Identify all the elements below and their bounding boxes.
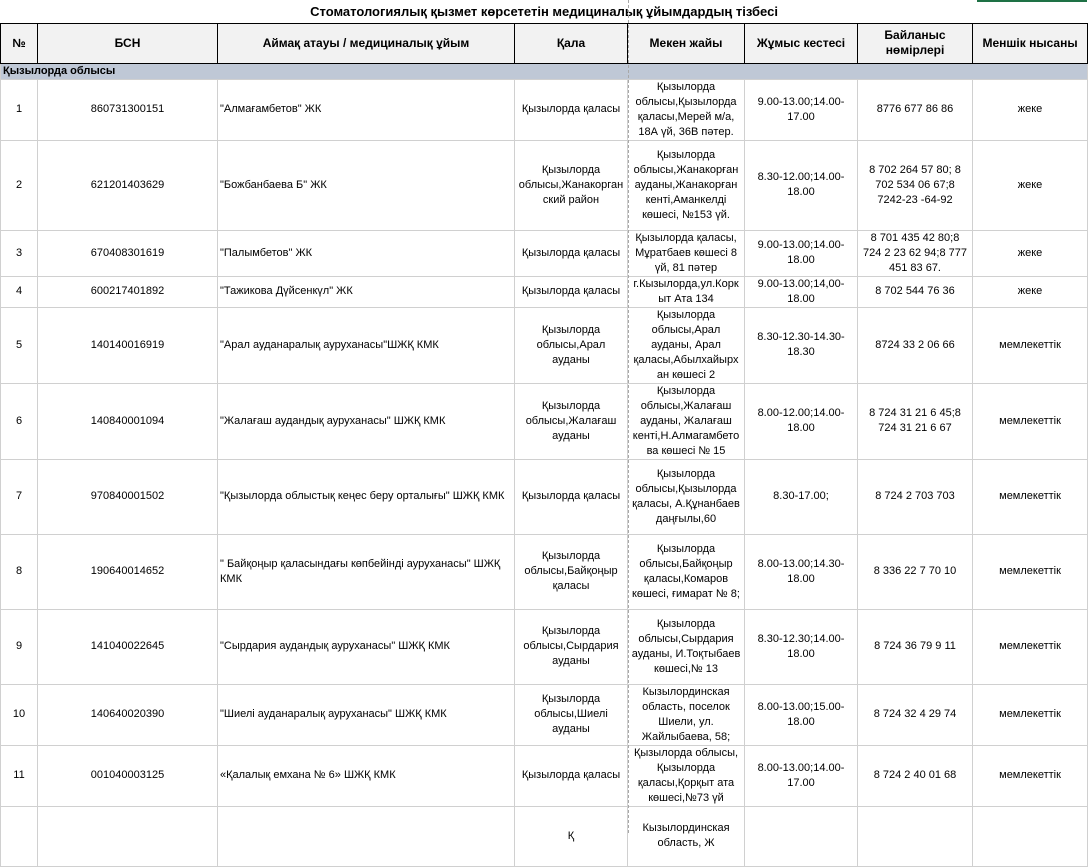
row-phone[interactable]: 8 336 22 7 70 10 — [858, 534, 973, 609]
row-schedule[interactable]: 9.00-13.00;14.00-18.00 — [745, 230, 858, 276]
row-schedule[interactable]: 8.30-12.00;14.00-18.00 — [745, 140, 858, 230]
row-number[interactable]: 9 — [1, 609, 38, 684]
row-ownership[interactable]: мемлекеттік — [973, 745, 1088, 806]
table-row — [1, 684, 1088, 745]
row-number[interactable]: 11 — [1, 745, 38, 806]
row-number[interactable]: 6 — [1, 383, 38, 459]
row-address[interactable]: Қызылорда облысы,Байқоңыр қаласы,Комаров көшесі, ғимарат № 8; — [628, 534, 745, 609]
row-address[interactable]: Қызылорда облысы,Жалағаш ауданы, Жалағаш кенті,Н.Алмагамбето ва көшесі № 15 — [628, 383, 745, 459]
table-row — [1, 459, 1088, 534]
row-phone[interactable]: 8 724 31 21 6 45;8 724 31 21 6 67 — [858, 383, 973, 459]
row-bin[interactable]: 970840001502 — [38, 459, 218, 534]
row-number[interactable]: 7 — [1, 459, 38, 534]
row-bin[interactable]: 860731300151 — [38, 79, 218, 140]
row-number[interactable]: 10 — [1, 684, 38, 745]
row-ownership[interactable]: жеке — [973, 230, 1088, 276]
row-city[interactable]: Қызылорда облысы,Шиелі ауданы — [515, 684, 628, 745]
table-row — [1, 534, 1088, 609]
row-ownership[interactable] — [973, 806, 1088, 866]
row-bin[interactable]: 141040022645 — [38, 609, 218, 684]
row-ownership[interactable]: мемлекеттік — [973, 459, 1088, 534]
header-ownership[interactable]: Меншік нысаны — [973, 23, 1088, 63]
header-organization[interactable]: Аймақ атауы / медициналық ұйым — [218, 23, 515, 63]
row-bin[interactable]: 140840001094 — [38, 383, 218, 459]
row-bin[interactable]: 140640020390 — [38, 684, 218, 745]
row-bin[interactable]: 190640014652 — [38, 534, 218, 609]
row-number[interactable]: 3 — [1, 230, 38, 276]
header-address[interactable]: Мекен жайы — [628, 23, 745, 63]
table-row — [1, 745, 1088, 806]
row-phone[interactable]: 8 724 2 703 703 — [858, 459, 973, 534]
table-row — [1, 609, 1088, 684]
header-schedule[interactable]: Жұмыс кестесі — [745, 23, 858, 63]
row-ownership[interactable]: мемлекеттік — [973, 534, 1088, 609]
row-ownership[interactable]: жеке — [973, 79, 1088, 140]
row-city[interactable]: Қызылорда қаласы — [515, 276, 628, 307]
header-phone[interactable]: Байланыс нөмірлері — [858, 23, 973, 63]
row-organization[interactable]: "Сырдария аудандық ауруханасы" ШЖҚ КМК — [218, 609, 515, 684]
row-organization[interactable]: "Жалағаш аудандық ауруханасы" ШЖҚ КМК — [218, 383, 515, 459]
row-city[interactable]: Қызылорда облысы,Жанакорган ский район — [515, 140, 628, 230]
row-bin[interactable] — [38, 806, 218, 866]
row-organization[interactable]: "Алмағамбетов" ЖК — [218, 79, 515, 140]
table-row — [1, 806, 1088, 866]
row-schedule[interactable]: 8.30-12.30;14.00-18.00 — [745, 609, 858, 684]
row-city[interactable]: Қ — [515, 806, 628, 866]
row-phone[interactable]: 8 724 32 4 29 74 — [858, 684, 973, 745]
table-row — [1, 307, 1088, 383]
row-address[interactable]: Қызылорда облысы,Арал ауданы, Арал қаласы,Абылхайырх ан көшесі 2 — [628, 307, 745, 383]
row-bin[interactable]: 001040003125 — [38, 745, 218, 806]
row-bin[interactable]: 600217401892 — [38, 276, 218, 307]
row-bin[interactable]: 621201403629 — [38, 140, 218, 230]
row-address[interactable]: Қызылорда облысы,Қызылорда қаласы, А.Құнанбаев даңғылы,60 — [628, 459, 745, 534]
row-ownership[interactable]: мемлекеттік — [973, 684, 1088, 745]
row-ownership[interactable]: жеке — [973, 140, 1088, 230]
row-organization[interactable]: "Тажикова Дүйсенкүл" ЖК — [218, 276, 515, 307]
header-number[interactable]: № — [1, 23, 38, 63]
table-title[interactable]: Стоматологиялық қызмет көрсететін медициналық ұйымдардың тізбесі — [1, 1, 1088, 23]
row-ownership[interactable]: мемлекеттік — [973, 307, 1088, 383]
header-city[interactable]: Қала — [515, 23, 628, 63]
row-schedule[interactable]: 8.30-17.00; — [745, 459, 858, 534]
region-row[interactable]: Қызылорда облысы — [1, 63, 1088, 79]
row-address[interactable]: Кызылординская область, поселок Шиели, ул. Жайлыбаева, 58; — [628, 684, 745, 745]
row-schedule[interactable]: 8.00-13.00;14.30-18.00 — [745, 534, 858, 609]
row-ownership[interactable]: мемлекеттік — [973, 383, 1088, 459]
row-organization[interactable]: «Қалалық емхана № 6» ШЖҚ КМК — [218, 745, 515, 806]
row-number[interactable] — [1, 806, 38, 866]
row-organization[interactable]: " Байқоңыр қаласындағы көпбейінді ауруханасы" ШЖҚ КМК — [218, 534, 515, 609]
row-city[interactable]: Қызылорда қаласы — [515, 79, 628, 140]
row-address[interactable]: г.Кызылорда,ул.Корк ыт Ата 134 — [628, 276, 745, 307]
row-number[interactable]: 2 — [1, 140, 38, 230]
row-schedule[interactable]: 8.00-13.00;15.00-18.00 — [745, 684, 858, 745]
table-row — [1, 79, 1088, 140]
row-schedule[interactable]: 8.00-13.00;14.00-17.00 — [745, 745, 858, 806]
row-city[interactable]: Қызылорда облысы,Байқоңыр қаласы — [515, 534, 628, 609]
row-address[interactable]: Кызылординская область, Ж — [628, 806, 745, 866]
row-phone[interactable] — [858, 806, 973, 866]
row-address[interactable]: Қызылорда облысы, Қызылорда қаласы,Қорқыт ата көшесі,№73 үй — [628, 745, 745, 806]
row-organization[interactable]: "Шиелі ауданаралық ауруханасы" ШЖҚ КМК — [218, 684, 515, 745]
table-row — [1, 276, 1088, 307]
row-phone[interactable]: 8 701 435 42 80;8 724 2 23 62 94;8 777 451 83 67. — [858, 230, 973, 276]
row-organization[interactable]: "Қызылорда облыстық кеңес беру орталығы" ШЖҚ КМК — [218, 459, 515, 534]
header-bin[interactable]: БСН — [38, 23, 218, 63]
row-address[interactable]: Қызылорда қаласы, Мұратбаев көшесі 8 үй, 81 пәтер — [628, 230, 745, 276]
row-phone[interactable]: 8 724 2 40 01 68 — [858, 745, 973, 806]
header-row — [1, 23, 1088, 63]
row-city[interactable]: Қызылорда қаласы — [515, 459, 628, 534]
row-phone[interactable]: 8 724 36 79 9 11 — [858, 609, 973, 684]
row-organization[interactable]: "Палымбетов" ЖК — [218, 230, 515, 276]
row-city[interactable]: Қызылорда облысы,Жалағаш ауданы — [515, 383, 628, 459]
row-organization[interactable]: "Божбанбаева Б" ЖК — [218, 140, 515, 230]
row-city[interactable]: Қызылорда қаласы — [515, 745, 628, 806]
row-phone[interactable]: 8776 677 86 86 — [858, 79, 973, 140]
row-bin[interactable]: 140140016919 — [38, 307, 218, 383]
row-number[interactable]: 8 — [1, 534, 38, 609]
row-schedule[interactable] — [745, 806, 858, 866]
row-number[interactable]: 1 — [1, 79, 38, 140]
row-ownership[interactable]: жеке — [973, 276, 1088, 307]
row-bin[interactable]: 670408301619 — [38, 230, 218, 276]
row-address[interactable]: Қызылорда облысы,Жанакорған ауданы,Жанакорған кенті,Аманкелді көшесі, №153 үй. — [628, 140, 745, 230]
table-row — [1, 230, 1088, 276]
row-city[interactable]: Қызылорда облысы,Сырдария ауданы — [515, 609, 628, 684]
row-city[interactable]: Қызылорда қаласы — [515, 230, 628, 276]
row-address[interactable]: Қызылорда облысы,Сырдария ауданы, И.Тоқтыбаев көшесі,№ 13 — [628, 609, 745, 684]
row-ownership[interactable]: мемлекеттік — [973, 609, 1088, 684]
row-address[interactable]: Қызылорда облысы,Қызылорда қаласы,Мерей м/а, 18А үй, 36В пәтер. — [628, 79, 745, 140]
row-phone[interactable]: 8724 33 2 06 66 — [858, 307, 973, 383]
row-schedule[interactable]: 8.00-12.00;14.00-18.00 — [745, 383, 858, 459]
row-organization[interactable]: "Арал ауданаралық ауруханасы"ШЖҚ КМК — [218, 307, 515, 383]
row-number[interactable]: 5 — [1, 307, 38, 383]
row-phone[interactable]: 8 702 264 57 80; 8 702 534 06 67;8 7242-23 -64-92 — [858, 140, 973, 230]
row-number[interactable]: 4 — [1, 276, 38, 307]
row-phone[interactable]: 8 702 544 76 36 — [858, 276, 973, 307]
row-organization[interactable] — [218, 806, 515, 866]
row-schedule[interactable]: 9.00-13.00;14.00-17.00 — [745, 79, 858, 140]
row-city[interactable]: Қызылорда облысы,Арал ауданы — [515, 307, 628, 383]
organization-table — [0, 1, 1088, 867]
table-row — [1, 140, 1088, 230]
row-schedule[interactable]: 8.30-12.30-14.30-18.30 — [745, 307, 858, 383]
table-row — [1, 383, 1088, 459]
row-schedule[interactable]: 9.00-13.00;14,00-18.00 — [745, 276, 858, 307]
